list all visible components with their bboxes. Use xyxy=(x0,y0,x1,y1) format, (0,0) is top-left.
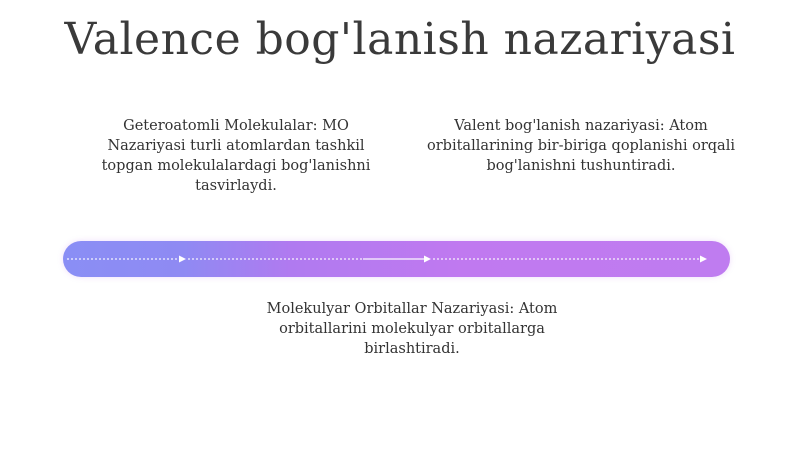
timeline-arrows xyxy=(63,241,730,277)
note-heteroatomic-molecules: Geteroatomli Molekulalar: MO Nazariyasi turli atomlardan tashkil topgan molekulalardagi bog'lanishni tasvirlaydi. xyxy=(101,118,371,194)
note-molecular-orbital-theory: Molekulyar Orbitallar Nazariyasi: Atom orbitallarini molekulyar orbitallarga birlashtiradi. xyxy=(266,301,558,357)
note-valence-bond-theory: Valent bog'lanish nazariyasi: Atom orbitallarining bir-biriga qoplanishi orqali bog'lanishni tushuntiradi. xyxy=(427,118,735,174)
arrow-head-2-icon xyxy=(424,256,431,263)
timeline-track xyxy=(63,241,730,277)
arrow-head-3-icon xyxy=(700,256,707,263)
page-title: Valence bog'lanish nazariyasi xyxy=(64,14,736,65)
arrow-head-1-icon xyxy=(179,256,186,263)
